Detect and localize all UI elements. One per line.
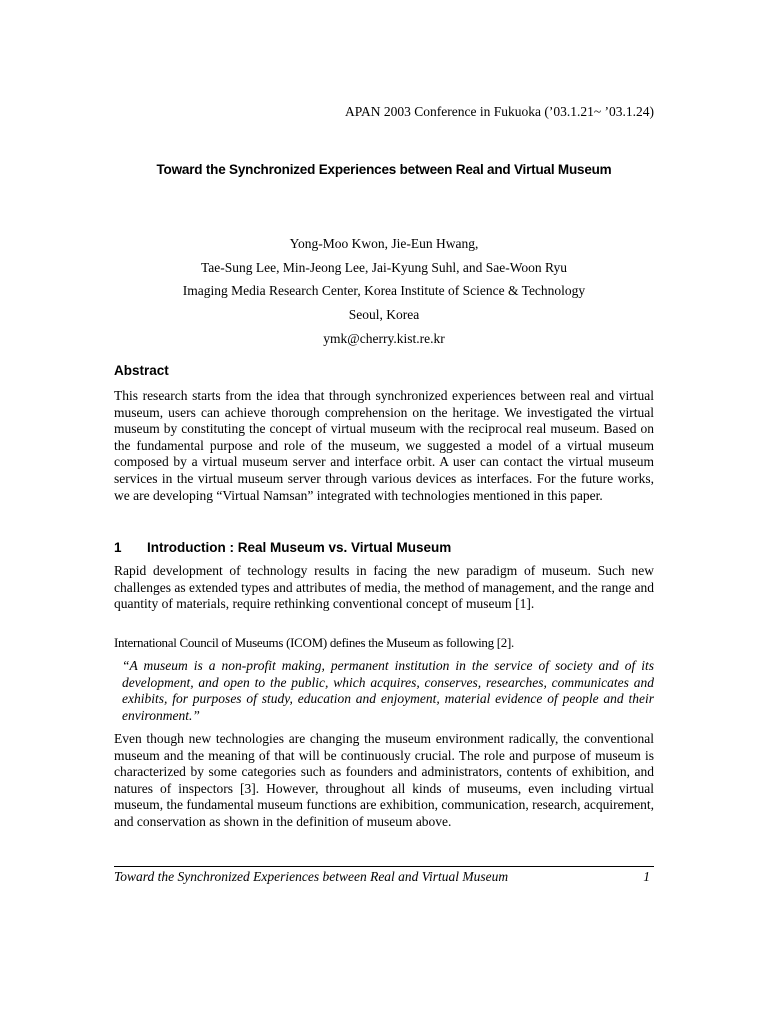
abstract-text: This research starts from the idea that through synchronized experiences between real and virtual museum, users can achieve thorough comprehension on the heritage. We investigated the virtual museum by constituting the concept of virtual museum with the reciprocal real museum. Based on the fundamental purpose and role of the museum, we suggested a model of a virtual museum composed by a virtual museum server and interface orbit. A user can contact the virtual museum services in the virtual museum server through various devices as interfaces. For the future works, we are developing “Virtual Namsan” integrated with technologies mentioned in this paper. (114, 388, 654, 503)
intro-paragraph-2: International Council of Museums (ICOM) defines the Museum as following [2]. (114, 635, 514, 650)
page-number: 1 (643, 869, 650, 884)
intro-paragraph-3: Even though new technologies are changing the museum environment radically, the conventional museum and the meaning of that will be continuously crucial. The role and purpose of museum is characterized by some categories such as founders and administrators, contents of exhibition, and natures of inspectors [3]. However, throughout all kinds of museums, even including virtual museum, the fundamental museum functions are exhibition, communication, research, acquirement, and conservation as shown in the definition of museum above. (114, 731, 654, 829)
affiliation: Imaging Media Research Center, Korea Institute of Science & Technology (182, 283, 586, 299)
intro-paragraph-1: Rapid development of technology results in facing the new paradigm of museum. Such new challenges as extended types and attributes of media, the method of management, and the range and quantity of materials, require rethinking conventional concept of museum [1]. (114, 563, 654, 612)
abstract-heading: Abstract (114, 363, 169, 378)
author-line-2: Tae-Sung Lee, Min-Jeong Lee, Jai-Kyung Suhl, and Sae-Woon Ryu (201, 259, 567, 275)
email: ymk@cherry.kist.re.kr (323, 330, 445, 346)
author-block (114, 232, 654, 350)
conference-header: APAN 2003 Conference in Fukuoka (’03.1.21~ ’03.1.24) (344, 104, 654, 119)
section-title: Introduction : Real Museum vs. Virtual Museum (147, 540, 452, 555)
icom-quote: “A museum is a non-profit making, permanent institution in the service of society and of its development, and open to the public, which acquires, conserves, researches, communicates and exhibits, for purposes of study, education and enjoyment, material evidence of people and their environment.” (122, 658, 654, 723)
location: Seoul, Korea (348, 307, 420, 323)
section-number: 1 (114, 540, 122, 555)
paper-title: Toward the Synchronized Experiences between Real and Virtual Museum (156, 162, 612, 177)
author-line-1: Yong-Moo Kwon, Jie-Eun Hwang, (289, 236, 479, 251)
footer-divider (114, 866, 654, 867)
footer-title: Toward the Synchronized Experiences between Real and Virtual Museum (114, 869, 509, 884)
section-heading (114, 540, 451, 555)
